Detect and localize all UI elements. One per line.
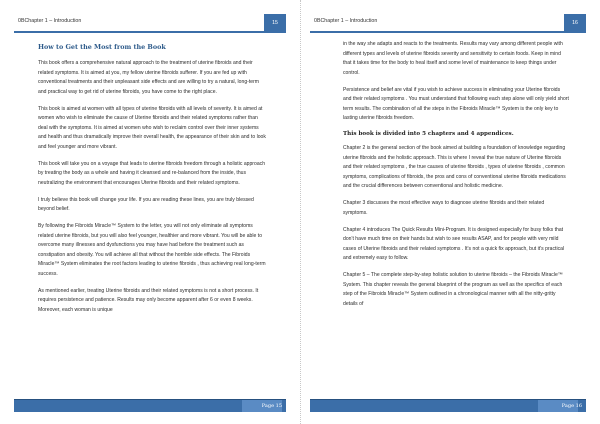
page-content: [343, 40, 570, 317]
paragraph: in the way she adapts and reacts to the treatments. Results may vary among different people with different types and levels of uterine fibroids severity and sensitivity to certain foods. Keep in mind that it takes time for the body to heal itself and some level of maintenance to keep things under control.: [343, 41, 563, 76]
paragraph: Chapter 3 discusses the most effective ways to diagnose uterine fibroids and their related symptoms.: [343, 200, 545, 216]
paragraph: This book offers a comprehensive natural approach to the treatment of uterine fibroids and their related symptoms. It is aimed at you, my fellow uterine fibroids sufferer. If you are fed up with conventional treatments and their unpleasant side effects and are willing to try a natural, long-term and practical way to get rid of uterine fibroids, you have come to the right place.: [38, 60, 260, 95]
paragraph: Chapter 2 is the general section of the book aimed at building a foundation of knowledge regarding uterine fibroids and the holistic approach. This is where I reveal the true nature of Uterine fibroids and their related symptoms , the true causes of uterine fibroids , types of uterine fibroids , common symptoms, complications of fibroids, the pros and cons of conventional uterine fibroids medications and the crucial differences between conventional and holistic medicine.: [343, 145, 566, 189]
page-header: [310, 14, 586, 33]
page-content: [38, 41, 266, 323]
section-heading: How to Get the Most from the Book: [38, 43, 166, 51]
chapter-title: 0BChapter 1 – Introduction: [314, 18, 378, 24]
paragraph: I truly believe this book will change your life. If you are reading these lines, you are truly blessed beyond belief.: [38, 196, 254, 212]
paragraph: Persistence and belief are vital if you wish to achieve success in eliminating your Uterine fibroids and their related symptoms . You must understand that following each step alone will only yield short term results. The combination of all the steps in the Fibroids Miracle™ System is the only key to lasting uterine fibroids freedom.: [343, 86, 569, 121]
paragraph: Chapter 5 – The complete step-by-step holistic solution to uterine fibroids – the Fibroids Miracle™ System. This chapter reveals the general blueprint of the program as well as the specifics of each step of the Fibroids Miracle™ System outlined in a chronological manner with all the nitty-gritty details of: [343, 272, 563, 307]
footer-page-number: Page 16: [561, 403, 582, 409]
chapter-title: 0BChapter 1 – Introduction: [18, 18, 82, 24]
right-page: [300, 0, 600, 424]
paragraph: This book is aimed at women with all types of uterine fibroids with all levels of severity. It is aimed at women who wish to eliminate the cause of Uterine fibroids and their related symptoms rather than deal with the symptoms. It is aimed at women who wish to reclaim control over their inner systems and health and thus dramatically improve their overall health, the appearance of their skin and to look and feel younger and more vibrant.: [38, 105, 266, 150]
paragraph: By following the Fibroids Miracle™ System to the letter, you will not only eliminate all symptoms related uterine fibroids, but you will also feel younger, healthier and more vibrant. You will be able to overcome many illnesses and dysfunctions you may have had before the treatment such as constipation and obesity. You will achieve all that without the horrible side effects. The Fibroids Miracle™ System eliminates the root factors leading to uterine fibroids , thus achieving real long-term success.: [38, 223, 266, 277]
header-page-number: 15: [264, 14, 286, 31]
section-subheading: This book is divided into 5 chapters and 4 appendices.: [343, 131, 514, 137]
header-page-number: 16: [564, 14, 586, 31]
footer-page-number: Page 15: [261, 403, 282, 409]
page-header: [14, 14, 286, 33]
page-footer: [310, 399, 586, 412]
paragraph: This book will take you on a voyage that leads to uterine fibroids freedom through a holistic approach by treating the body as a whole and having it cleansed and re-balanced from the inside, thus neutralizing the environment that encourages Uterine fibroids and their related symptoms.: [38, 160, 266, 186]
paragraph: Chapter 4 introduces The Quick Results Mini-Program. It is designed especially for busy folks that don't have much time on their hands but wish to see results ASAP, and for people with very mild cases of Uterine fibroids and their related symptoms . It's not a quick fix approach, but it's practical and extremely easy to follow.: [343, 226, 565, 261]
page-footer: [14, 399, 286, 412]
paragraph: As mentioned earlier, treating Uterine fibroids and their related symptoms is not a short process. It requires persistence and patience. Results may only become apparent after 6 or even 8 weeks. Moreover, each woman is unique: [38, 287, 259, 313]
